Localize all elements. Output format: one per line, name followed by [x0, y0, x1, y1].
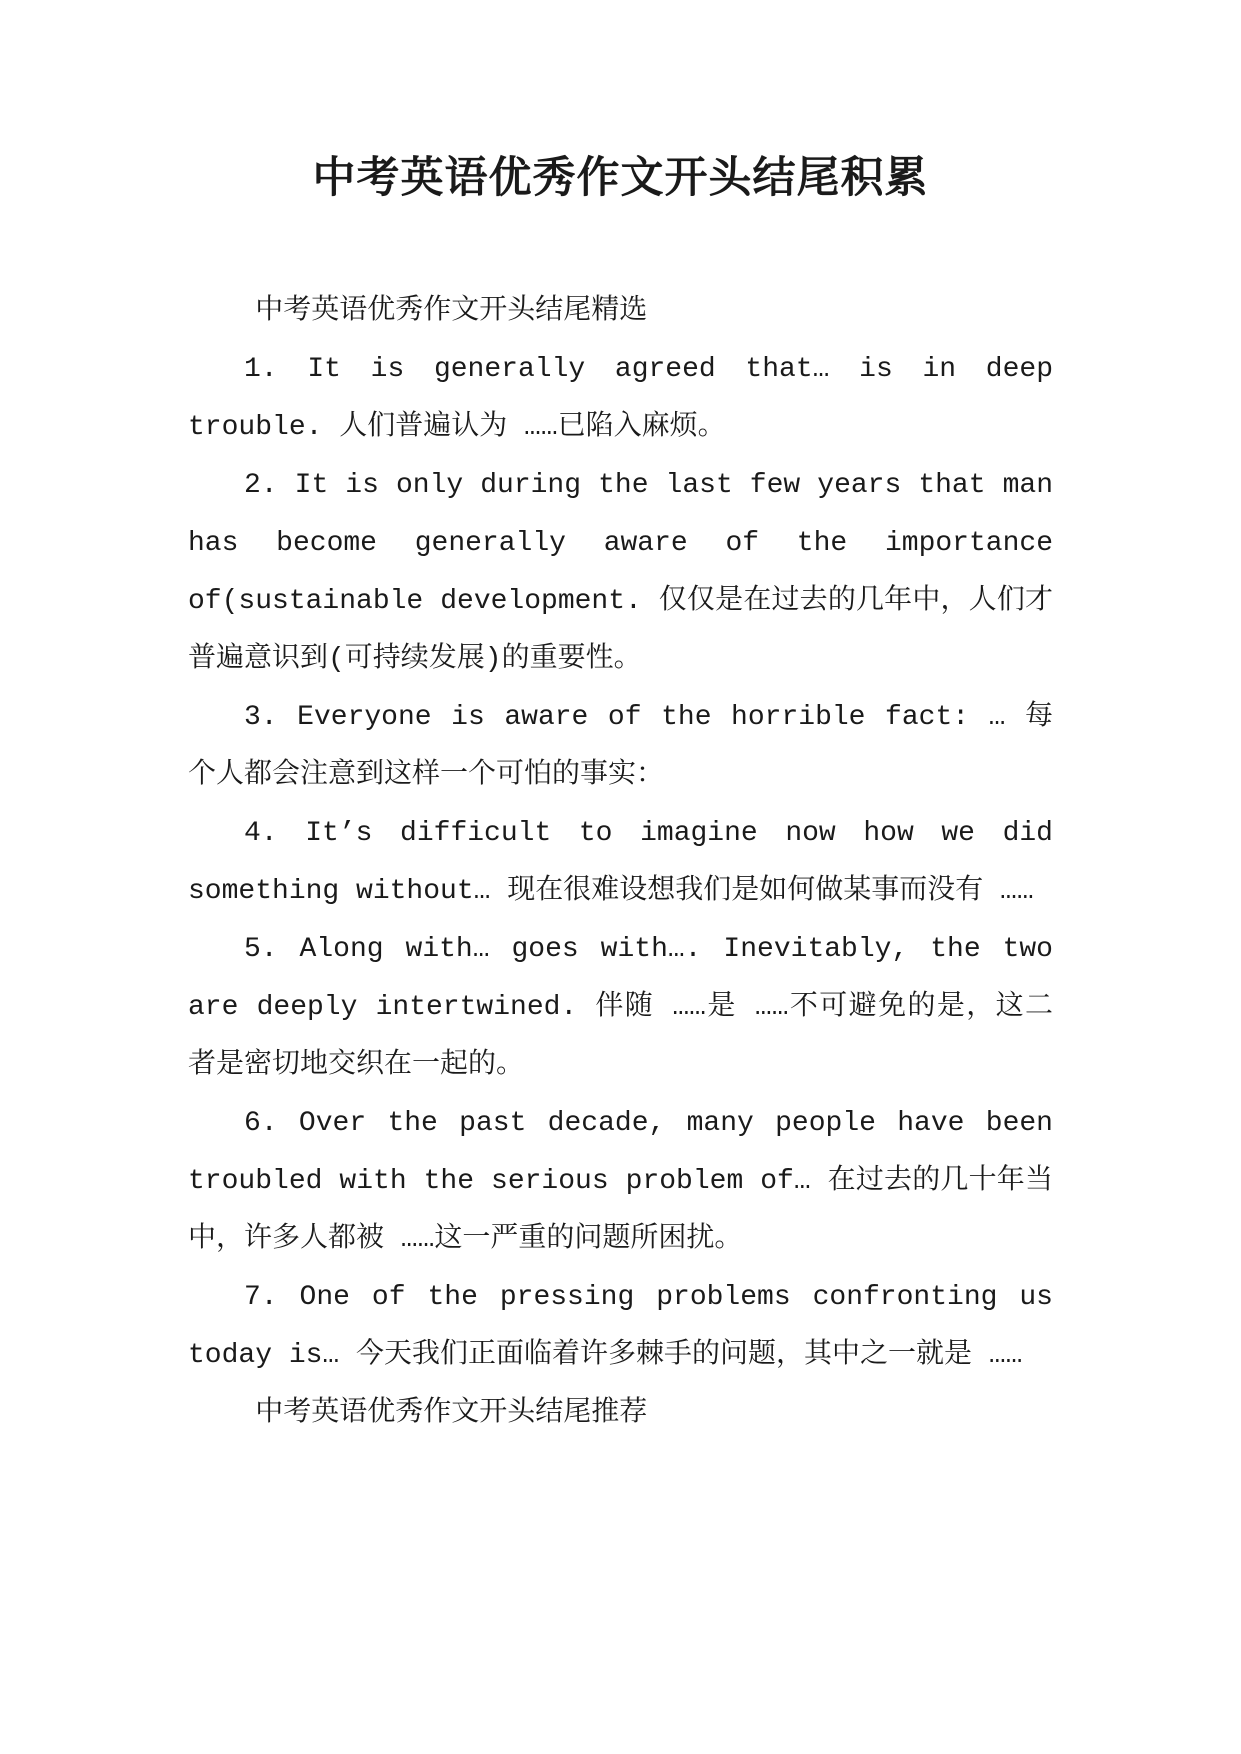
document-body [188, 283, 1053, 1443]
document-title: 中考英语优秀作文开头结尾积累 [312, 153, 929, 203]
phrase-item-4: 4. It’s difficult to imagine now how we did something without… 现在很难设想我们是如何做某事而没有 …… [188, 818, 1053, 907]
phrase-item-5: 5. Along with… goes with…. Inevitably, the two are deeply intertwined. 伴随 ……是 ……不可避免的是，这二者是密切地交织在一起的。 [188, 934, 1053, 1081]
phrase-item-7: 7. One of the pressing problems confronting us today is… 今天我们正面临着许多棘手的问题，其中之一就是 …… [188, 1282, 1053, 1371]
phrase-item-1: 1. It is generally agreed that… is in deep trouble. 人们普遍认为 ……已陷入麻烦。 [188, 354, 1053, 443]
section-heading-selected: 中考英语优秀作文开头结尾精选 [255, 296, 648, 327]
section-heading-recommended: 中考英语优秀作文开头结尾推荐 [255, 1398, 648, 1429]
phrase-item-6: 6. Over the past decade, many people have been troubled with the serious problem of… 在过去的几十年当中，许多人都被 ……这一严重的问题所困扰。 [188, 1108, 1053, 1255]
phrase-item-3: 3. Everyone is aware of the horrible fact: … 每个人都会注意到这样一个可怕的事实： [188, 702, 1053, 791]
phrase-item-2: 2. It is only during the last few years that man has become generally aware of the importance of(sustainable development. 仅仅是在过去的几年中，人们才普遍意识到(可持续发展)的重要性。 [188, 470, 1053, 675]
